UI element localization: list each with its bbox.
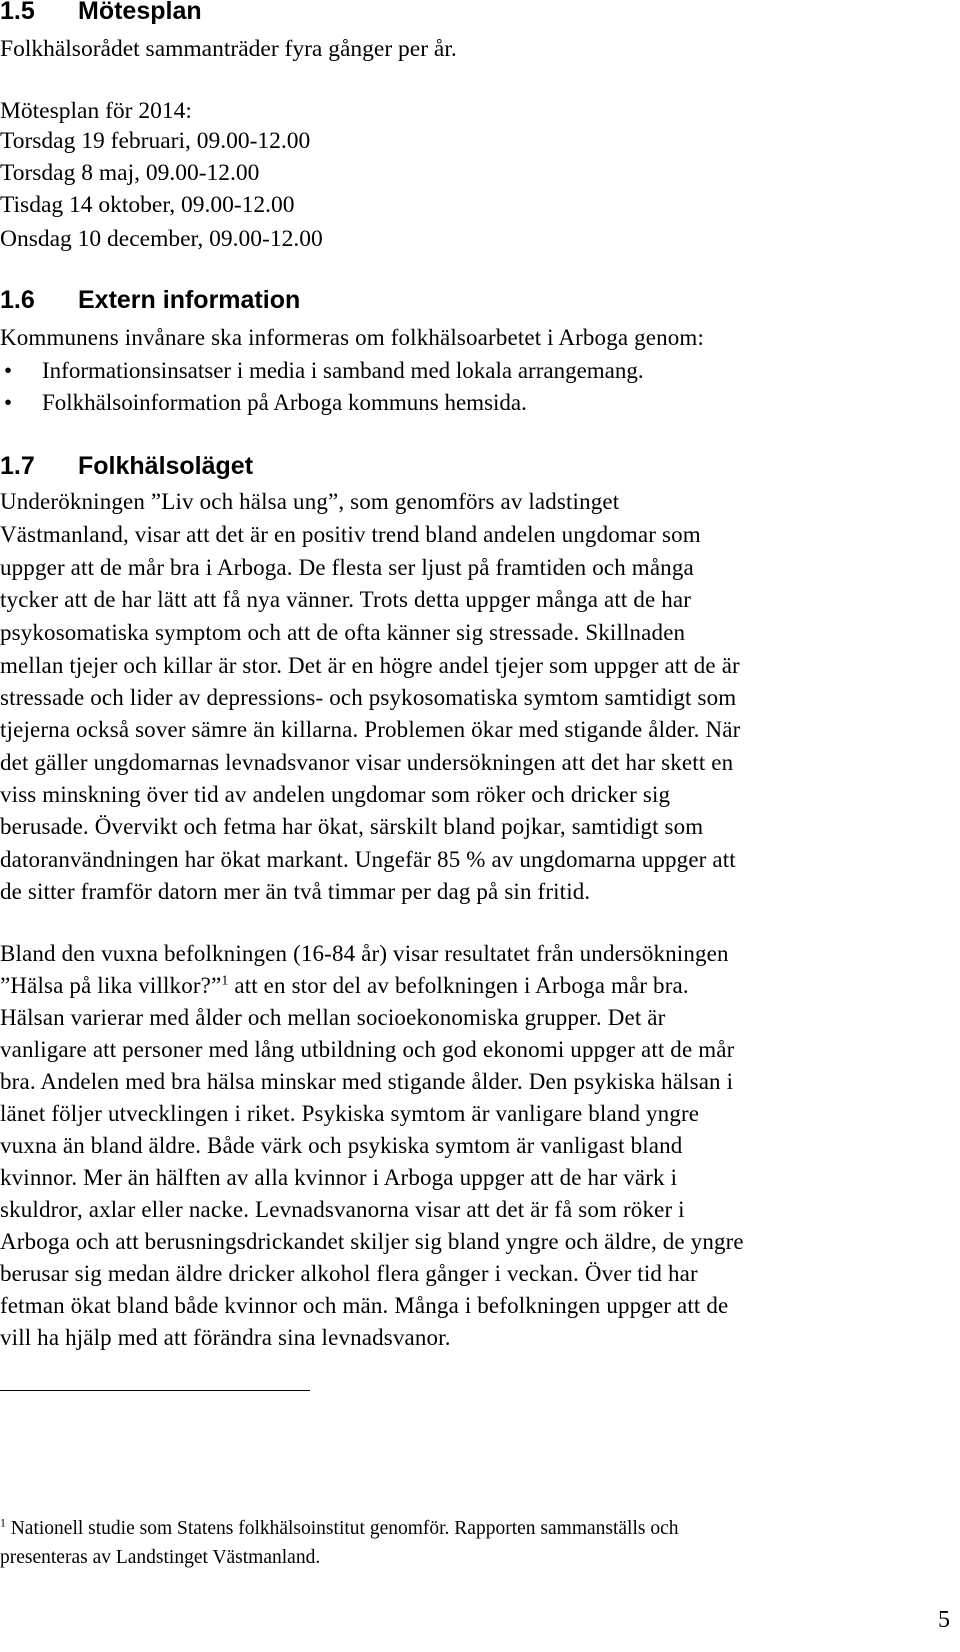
paragraph-line: vuxna än bland äldre. Både värk och psykiska symtom är vanligast bland [0,1133,683,1158]
paragraph-line: det gäller ungdomarnas levnadsvanor visar undersökningen att det har skett en [0,750,734,775]
paragraph-line: stressade och lider av depressions- och psykosomatiska symtom samtidigt som [0,685,737,710]
meeting-date: Onsdag 10 december, 09.00-12.00 [0,226,323,252]
extern-intro: Kommunens invånare ska informeras om folkhälsoarbetet i Arboga genom: [0,325,704,350]
paragraph-line: Västmanland, visar att det är en positiv trend bland andelen ungdomar som [0,522,701,547]
bullet-icon: • [4,358,13,383]
paragraph-line: Arboga och att berusningsdrickandet skiljer sig bland yngre och äldre, de yngre [0,1229,744,1254]
bullet-text: Folkhälsoinformation på Arboga kommuns hemsida. [42,390,527,415]
paragraph-line: Hälsan varierar med ålder och mellan socioekonomiska grupper. Det är [0,1005,666,1030]
paragraph-line: fetman ökat bland både kvinnor och män. Många i befolkningen uppger att de [0,1293,729,1318]
paragraph-line: kvinnor. Mer än hälften av alla kvinnor i Arboga uppger att de har värk i [0,1165,678,1190]
section-title: Mötesplan [78,0,202,25]
paragraph-line: tycker att de har lätt att få nya vänner. Trots detta uppger många att de har [0,587,692,612]
paragraph-line: vill ha hjälp med att förändra sina levnadsvanor. [0,1325,451,1350]
paragraph-line: bra. Andelen med bra hälsa minskar med stigande ålder. Den psykiska hälsan i [0,1069,734,1094]
meeting-date: Torsdag 8 maj, 09.00-12.00 [0,160,260,186]
paragraph-line: uppger att de mår bra i Arboga. De flesta ser ljust på framtiden och många [0,555,694,580]
paragraph-line: länet följer utvecklingen i riket. Psykiska symtom är vanligare bland yngre [0,1101,700,1126]
meeting-date: Tisdag 14 oktober, 09.00-12.00 [0,192,295,218]
paragraph-line: Underökningen ”Liv och hälsa ung”, som genomförs av ladstinget [0,489,620,514]
section-heading-1-7 [0,451,253,481]
paragraph-line: vanligare att personer med lång utbildning och god ekonomi uppger att de mår [0,1037,735,1062]
section-heading-1-5 [0,0,202,26]
paragraph-line: de sitter framför datorn mer än två timmar per dag på sin fritid. [0,879,591,904]
section-title: Folkhälsoläget [78,452,254,480]
footnote-line [0,1516,679,1542]
page-number: 5 [938,1607,950,1633]
footnote-marker: 1 [0,1516,6,1530]
footnote-separator [0,1390,310,1391]
survey-title: ”Hälsa på lika villkor?” [0,973,222,998]
paragraph-text: att en stor del av befolkningen i Arboga mår bra. [228,973,689,998]
footnote-text: Nationell studie som Statens folkhälsoinstitut genomför. Rapporten sammanställs och [5,1518,679,1539]
meeting-intro: Folkhälsorådet sammanträder fyra gånger per år. [0,36,457,62]
bullet-text: Informationsinsatser i media i samband med lokala arrangemang. [42,358,644,383]
schedule-heading: Mötesplan för 2014: [0,98,192,124]
section-number: 1.6 [0,286,35,314]
paragraph-line: berusade. Övervikt och fetma har ökat, särskilt bland pojkar, samtidigt som [0,814,704,839]
section-title: Extern information [78,286,301,314]
paragraph-line: viss minskning över tid av andelen ungdomar som röker och dricker sig [0,782,671,807]
footnote-reference: 1 [221,972,229,988]
paragraph-line: berusar sig medan äldre dricker alkohol flera gånger i veckan. Över tid har [0,1261,698,1286]
paragraph-line: datoranvändningen har ökat markant. Ungefär 85 % av ungdomarna uppger att [0,847,736,872]
paragraph-line [0,971,689,1001]
bullet-icon: • [4,390,13,415]
section-number: 1.7 [0,452,35,480]
paragraph-line: skuldror, axlar eller nacke. Levnadsvanorna visar att det är få som röker i [0,1197,685,1222]
footnote-line: presenteras av Landstinget Västmanland. [0,1547,321,1568]
meeting-date: Torsdag 19 februari, 09.00-12.00 [0,128,311,154]
paragraph-line: psykosomatiska symptom och att de ofta känner sig stressade. Skillnaden [0,620,686,645]
section-number: 1.5 [0,0,35,25]
paragraph-line: mellan tjejer och killar är stor. Det är en högre andel tjejer som uppger att de är [0,653,740,678]
paragraph-line: Bland den vuxna befolkningen (16-84 år) visar resultatet från undersökningen [0,941,729,966]
section-heading-1-6 [0,285,300,315]
paragraph-line: tjejerna också sover sämre än killarna. Problemen ökar med stigande ålder. När [0,717,741,742]
